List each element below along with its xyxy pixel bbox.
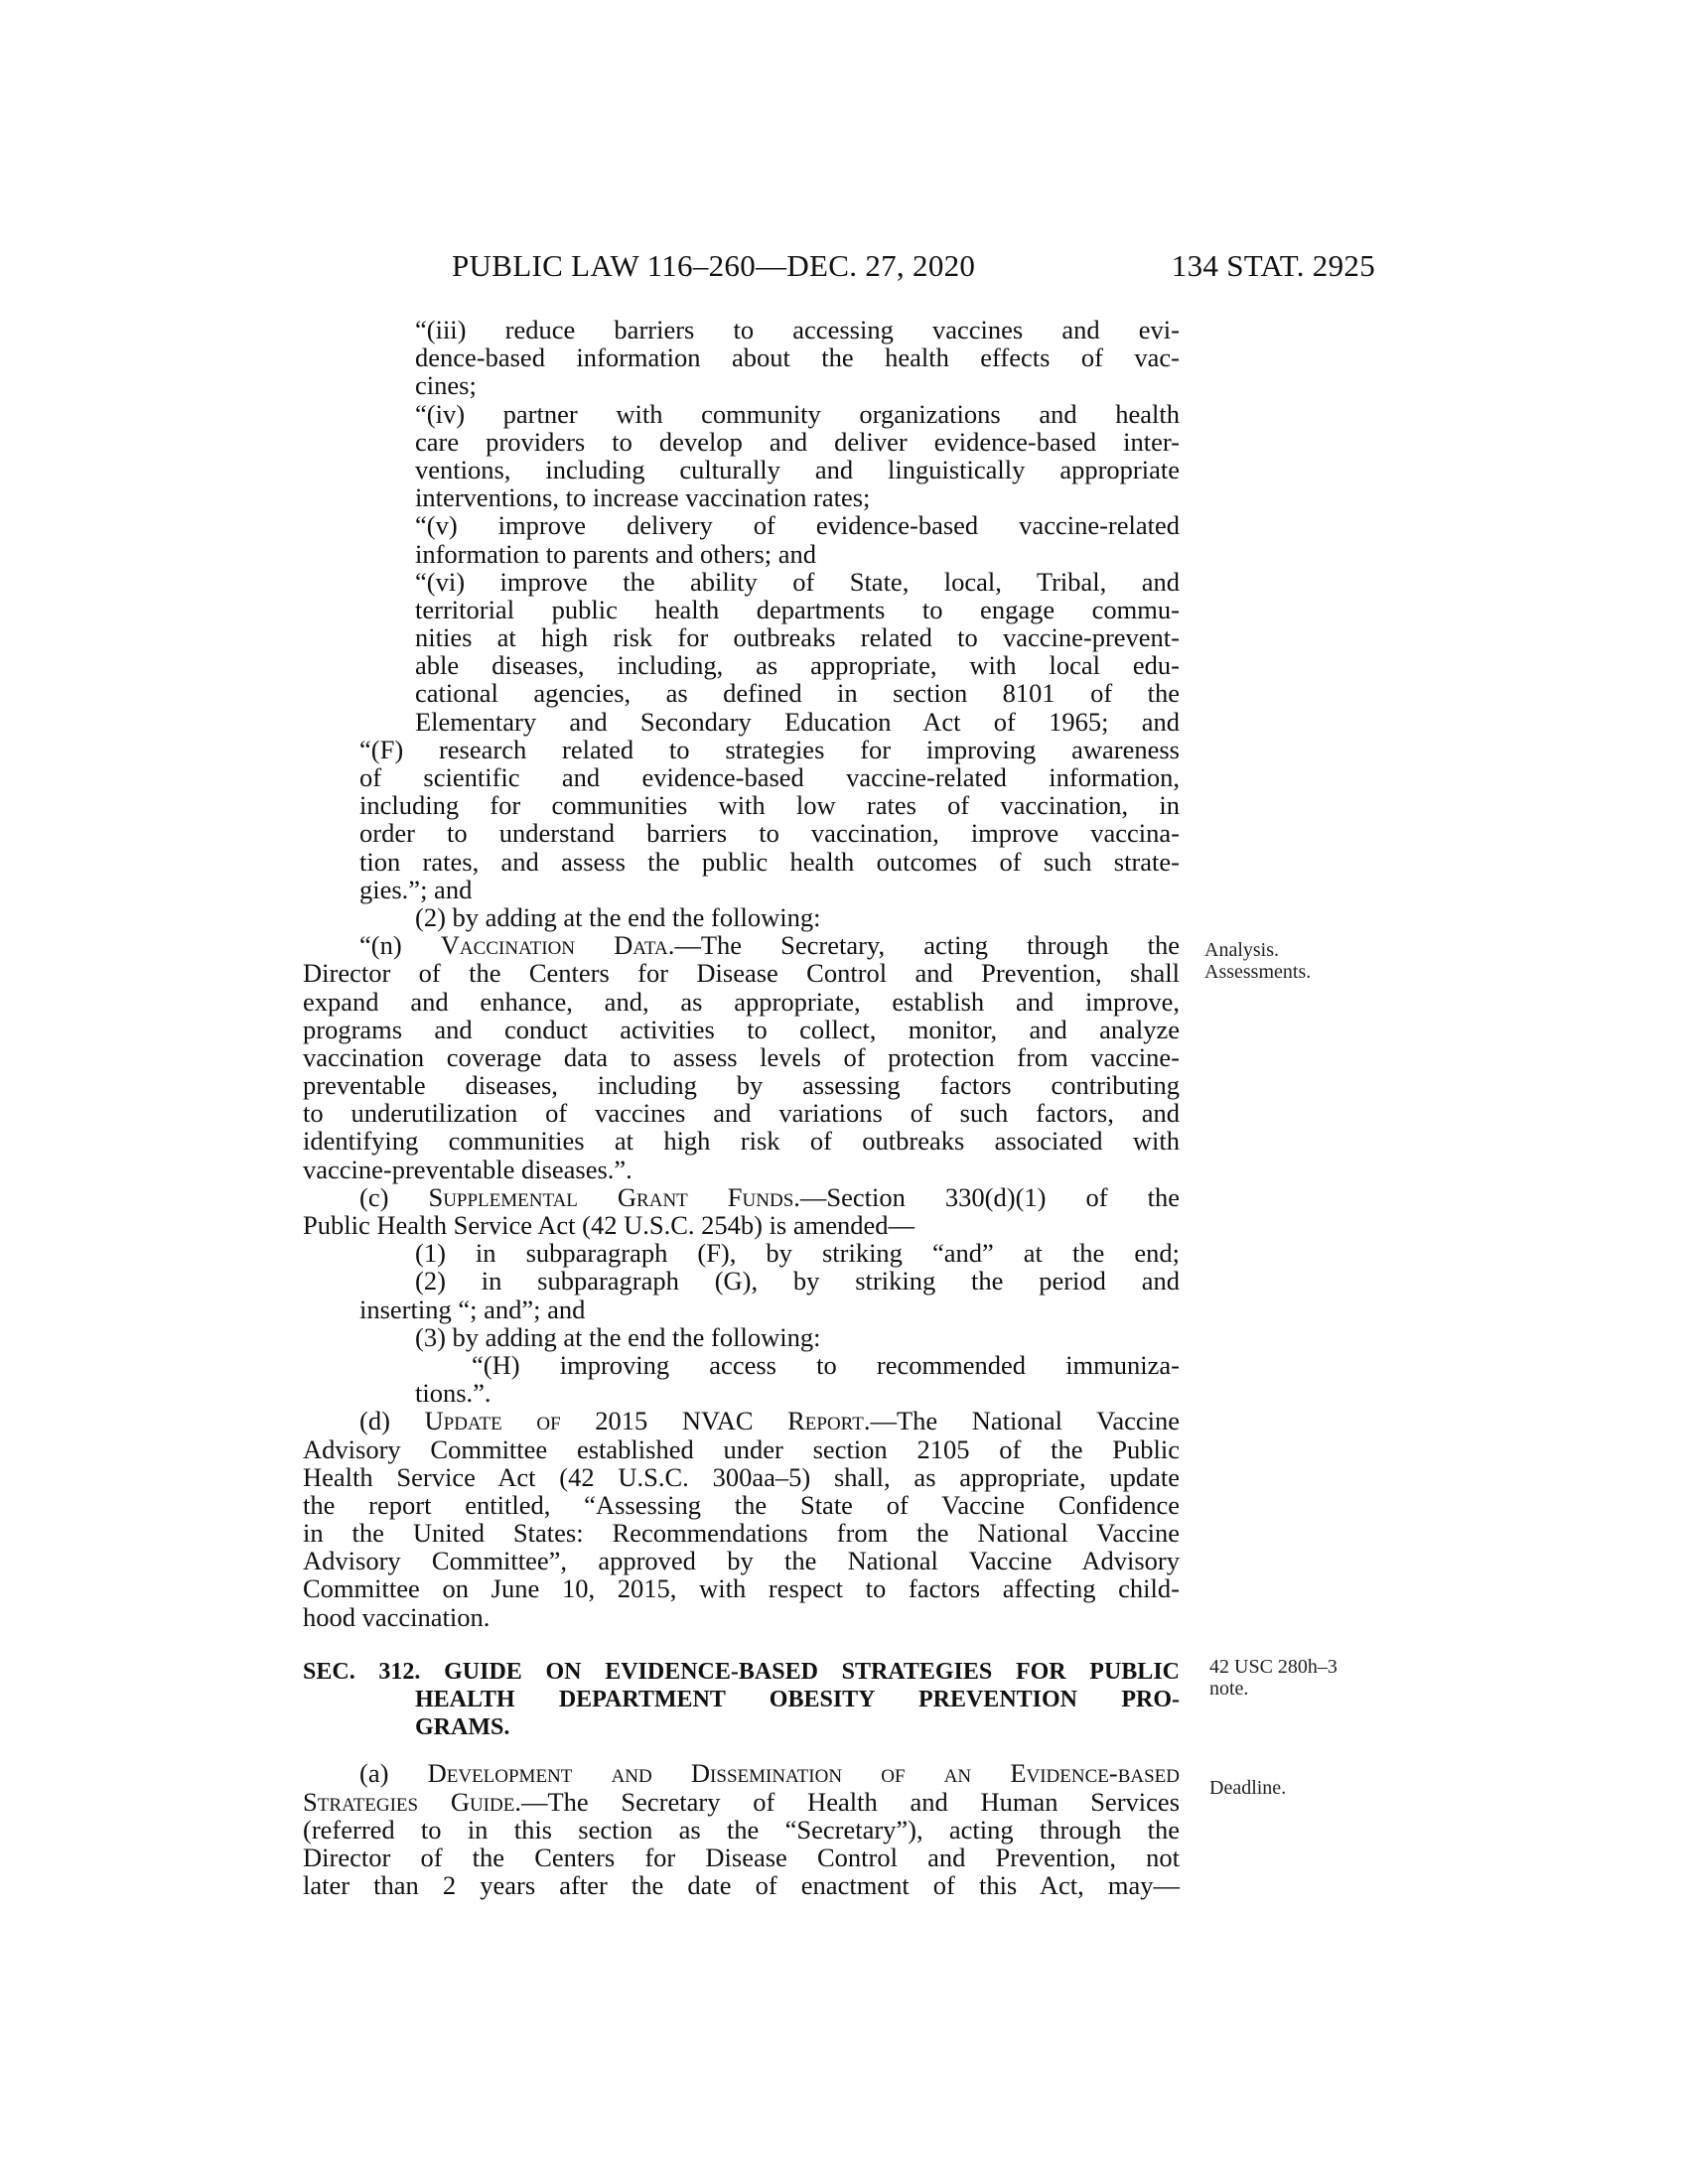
text-line: “(iv) partner with community organizations and health — [415, 398, 1180, 429]
text-line: including for communities with low rates of vaccination, in — [359, 790, 1180, 821]
header-stat-page: 134 STAT. 2925 — [1171, 248, 1375, 283]
text-line: (1) in subparagraph (F), by striking “and” at the end; — [415, 1238, 1180, 1269]
text-line: the report entitled, “Assessing the State of Vaccine Confidence — [303, 1489, 1180, 1520]
subsection-d-heading: Update of 2015 NVAC Report — [424, 1406, 864, 1436]
section-gap — [303, 1631, 1180, 1658]
subsection-a-heading: Development and Dissemination of an Evidence-based — [427, 1758, 1180, 1789]
text-line: territorial public health departments to engage commu- — [415, 594, 1180, 624]
text-line: dence-based information about the health effects of vac- — [415, 342, 1180, 373]
subsection-d-heading-line — [303, 1407, 1180, 1434]
subsection-c-heading: Supplemental Grant Funds — [428, 1181, 794, 1212]
text-line: information to parents and others; and — [415, 538, 817, 569]
text-line: (2) by adding at the end the following: — [415, 901, 821, 932]
text-line: Committee on June 10, 2015, with respect to factors affecting child- — [303, 1573, 1180, 1604]
text-line: programs and conduct activities to collect, monitor, and analyze — [303, 1014, 1180, 1044]
subsection-a-heading-cont: Strategies Guide — [303, 1786, 515, 1817]
subsection-a-heading-line-2 — [303, 1788, 1180, 1816]
text-line: “(F) research related to strategies for improving awareness — [359, 734, 1180, 764]
margin-note-assessments-text: Assessments. — [1204, 961, 1312, 983]
text-line: “(v) improve delivery of evidence-based vaccine-related — [415, 510, 1180, 541]
text-line: care providers to develop and deliver evidence-based inter- — [415, 426, 1180, 457]
text-line: Health Service Act (42 U.S.C. 300aa–5) shall, as appropriate, update — [303, 1461, 1180, 1492]
document-body — [303, 316, 1180, 1899]
text-line: tion rates, and assess the public health outcomes of such strate- — [359, 846, 1180, 877]
text-line: ventions, including culturally and linguistically appropriate — [415, 454, 1180, 484]
text-line: cines; — [415, 370, 477, 401]
text-fragment: “(n) — [359, 930, 441, 961]
text-line: hood vaccination. — [303, 1601, 491, 1632]
section-312-heading: SEC. 312. GUIDE ON EVIDENCE-BASED STRATEGIES FOR PUBLIC — [303, 1658, 1180, 1685]
subsection-c-heading-line — [303, 1183, 1180, 1211]
text-fragment: .—Section 330(d)(1) of the — [793, 1181, 1180, 1212]
text-line: Director of the Centers for Disease Control and Prevention, not — [303, 1842, 1180, 1872]
text-line: to underutilization of vaccines and variations of such factors, and — [303, 1098, 1180, 1129]
section-312-heading-end: GRAMS. — [415, 1714, 510, 1741]
text-line: Advisory Committee”, approved by the National Vaccine Advisory — [303, 1546, 1180, 1576]
text-fragment: (d) — [359, 1406, 425, 1436]
margin-note-analysis-text: Analysis. — [1204, 939, 1279, 961]
margin-note-usc — [1209, 1656, 1337, 1700]
text-line: gies.”; and — [359, 874, 473, 904]
text-line: (2) in subparagraph (G), by striking the period and — [415, 1266, 1180, 1297]
text-line: Advisory Committee established under section 2105 of the Public — [303, 1433, 1180, 1464]
text-fragment: (c) — [359, 1181, 429, 1212]
margin-note-usc-note: note. — [1209, 1678, 1249, 1700]
text-fragment: (a) — [359, 1758, 428, 1789]
running-header — [452, 248, 1375, 288]
text-line: later than 2 years after the date of enactment of this Act, may— — [303, 1870, 1180, 1901]
subsection-a-heading-line — [303, 1759, 1180, 1787]
text-line: cational agencies, as defined in section 8101 of the — [415, 678, 1180, 709]
text-line: “(vi) improve the ability of State, local, Tribal, and — [415, 566, 1180, 597]
text-line: “(iii) reduce barriers to accessing vaccines and evi- — [415, 315, 1180, 344]
margin-note-deadline — [1209, 1777, 1286, 1799]
text-line: nities at high risk for outbreaks related to vaccine-prevent- — [415, 622, 1180, 653]
section-gap — [303, 1741, 1180, 1759]
text-line: vaccine-preventable diseases.”. — [303, 1154, 633, 1184]
text-line: Elementary and Secondary Education Act of 1965; and — [415, 706, 1180, 737]
text-line: (referred to in this section as the “Secretary”), acting through the — [303, 1814, 1180, 1844]
text-line: in the United States: Recommendations from the National Vaccine — [303, 1518, 1180, 1549]
margin-note-usc-ref: 42 USC 280h–3 — [1209, 1656, 1337, 1678]
header-title: PUBLIC LAW 116–260—DEC. 27, 2020 — [452, 248, 976, 283]
text-line: preventable diseases, including by assessing factors contributing — [303, 1070, 1180, 1101]
text-fragment: .—The Secretary of Health and Human Services — [514, 1786, 1181, 1817]
text-line: expand and enhance, and, as appropriate, establish and improve, — [303, 986, 1180, 1017]
text-line: tions.”. — [415, 1378, 492, 1409]
margin-note-deadline-text: Deadline. — [1209, 1777, 1287, 1799]
text-fragment: .—The National Vaccine — [863, 1406, 1180, 1436]
text-line: order to understand barriers to vaccination, improve vaccina- — [359, 818, 1180, 849]
text-line: inserting “; and”; and — [359, 1294, 586, 1324]
section-312-heading-cont: HEALTH DEPARTMENT OBESITY PREVENTION PRO- — [415, 1687, 1180, 1712]
subsection-n-heading: Vaccination Data — [440, 930, 668, 961]
text-line: Public Health Service Act (42 U.S.C. 254b) is amended— — [303, 1210, 915, 1240]
text-line: of scientific and evidence-based vaccine-related information, — [359, 762, 1180, 792]
text-line: (3) by adding at the end the following: — [415, 1321, 821, 1352]
text-line: Director of the Centers for Disease Control and Prevention, shall — [303, 958, 1180, 989]
margin-note-analysis — [1204, 939, 1311, 983]
text-line: “(H) improving access to recommended immuniza- — [472, 1349, 1180, 1380]
text-line: identifying communities at high risk of outbreaks associated with — [303, 1126, 1180, 1157]
subsection-n-heading-line — [303, 931, 1180, 959]
text-line: interventions, to increase vaccination rates; — [415, 482, 871, 513]
text-line: vaccination coverage data to assess levels of protection from vaccine- — [303, 1041, 1180, 1072]
text-line: able diseases, including, as appropriate, with local edu- — [415, 650, 1180, 681]
text-fragment: .—The Secretary, acting through the — [667, 930, 1180, 961]
